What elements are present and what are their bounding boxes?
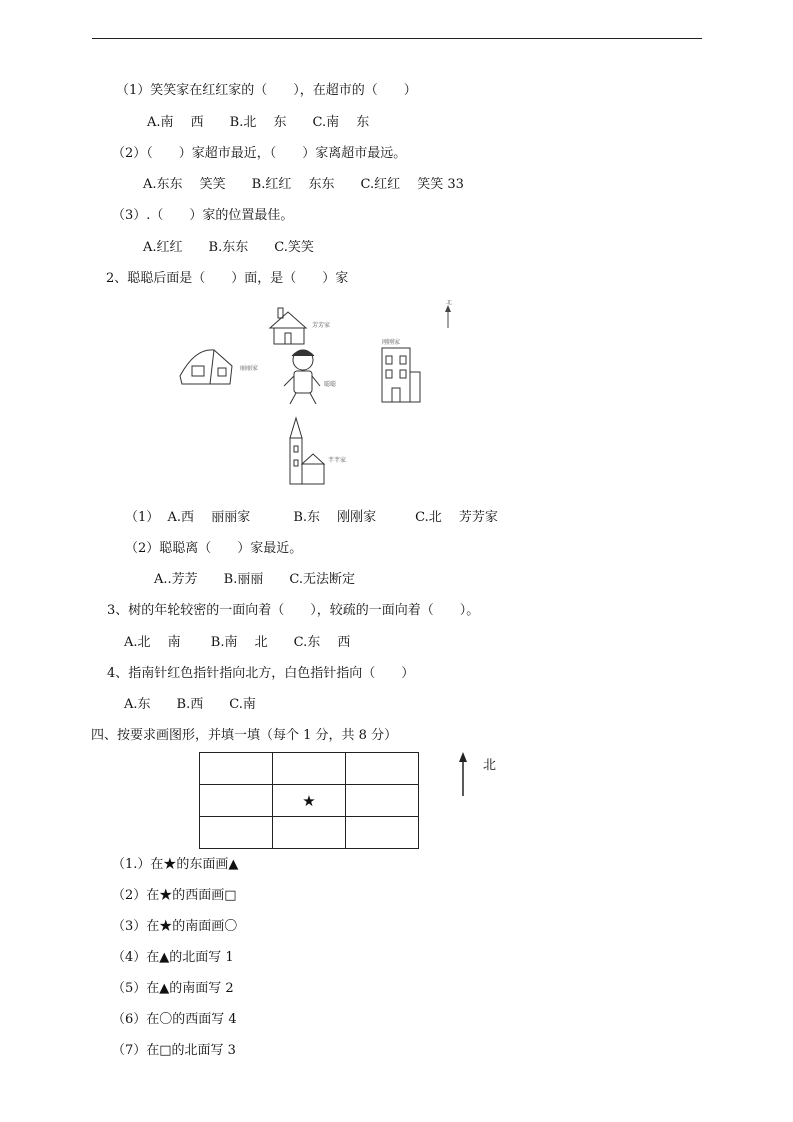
grid-cell[interactable]	[273, 753, 346, 785]
grid-cell[interactable]	[273, 817, 346, 849]
label-fangfang: 芳芳家	[312, 322, 331, 329]
grid-cell[interactable]	[200, 753, 273, 785]
task-2: （2）在★的西面画□	[112, 888, 237, 903]
q2-sub1-options: （1） A.西 丽丽家 B.东 刚刚家 C.北 芳芳家	[125, 510, 498, 525]
task-5: （5）在▲的南面写 2	[112, 981, 234, 996]
q1-sub1-text: （1）笑笑家在红红家的（ ），在超市的（ ）	[116, 83, 417, 98]
label-bottom: 芊芊家	[328, 457, 347, 464]
header-rule	[92, 38, 702, 39]
house-gangang	[382, 348, 420, 402]
q1-sub2-text: （2）（ ）家超市最近，（ ）家离超市最远。	[112, 146, 407, 161]
section4-title: 四、按要求画图形，并填一填（每个 1 分，共 8 分）	[91, 728, 398, 743]
label-gangang: 刚刚家	[382, 339, 401, 346]
north-arrow-icon	[456, 752, 470, 796]
q1-sub1-options: A.南 西 B.北 东 C.南 东	[147, 115, 370, 130]
house-fangfang	[270, 308, 306, 344]
q2-text: 2、聪聪后面是（ ）面，是（ ）家	[106, 271, 349, 286]
house-bottom	[290, 418, 324, 484]
q4-options: A.东 B.西 C.南	[124, 697, 256, 712]
label-lili: 丽丽家	[240, 365, 259, 372]
task-1: （1.）在★的东面画▲	[112, 857, 239, 872]
grid-cell[interactable]	[346, 817, 419, 849]
grid-cell-star[interactable]: ★	[273, 785, 346, 817]
q1-sub3-text: （3）.（ ）家的位置最佳。	[112, 208, 294, 223]
q2-sub2-options: A..芳芳 B.丽丽 C.无法断定	[154, 572, 355, 587]
q3-options: A.北 南 B.南 北 C.东 西	[124, 635, 351, 650]
q1-sub3-options: A.红红 B.东东 C.笑笑	[143, 240, 314, 255]
house-lili	[180, 350, 232, 384]
direction-figure	[170, 300, 470, 500]
q1-sub2-options: A.东东 笑笑 B.红红 东东 C.红红 笑笑 33	[143, 177, 464, 192]
task-7: （7）在□的北面写 3	[112, 1043, 236, 1058]
task-4: （4）在▲的北面写 1	[112, 950, 234, 965]
q4-text: 4、指南针红色指针指向北方，白色指针指向（ ）	[107, 666, 415, 681]
grid-cell[interactable]	[200, 785, 273, 817]
label-congcong: 聪聪	[324, 381, 337, 388]
character-congcong	[284, 350, 320, 404]
task-3: （3）在★的南面画〇	[112, 919, 238, 934]
grid-cell[interactable]	[346, 753, 419, 785]
direction-grid	[199, 752, 419, 849]
figure-north-label: 北	[446, 300, 453, 306]
q3-text: 3、树的年轮较密的一面向着（ ），较疏的一面向着（ ）。	[107, 603, 480, 618]
task-6: （6）在〇的西面写 4	[112, 1012, 237, 1027]
grid-cell[interactable]	[346, 785, 419, 817]
north-label: 北	[483, 758, 497, 773]
q2-sub2-text: （2）聪聪离（ ）家最近。	[125, 541, 303, 556]
grid-cell[interactable]	[200, 817, 273, 849]
